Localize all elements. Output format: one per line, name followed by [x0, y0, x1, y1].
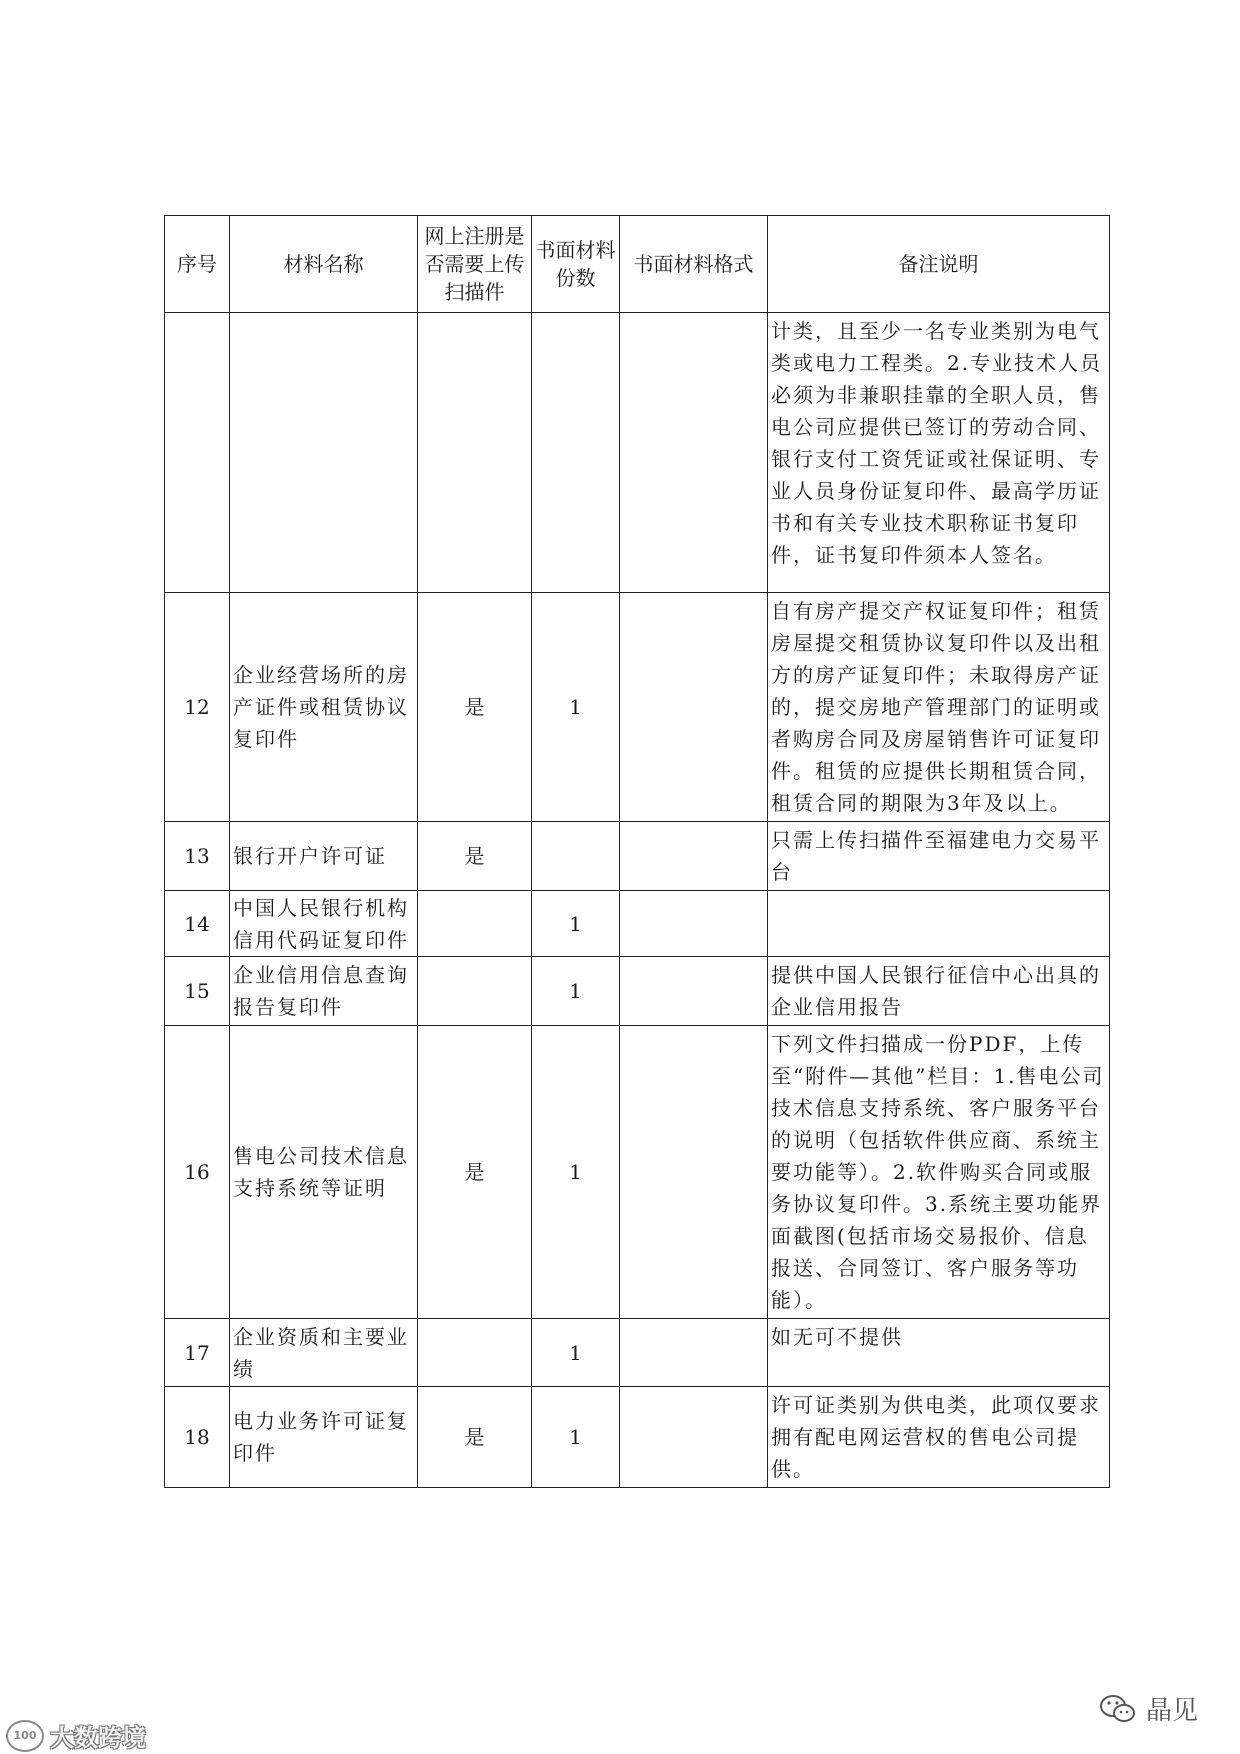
row-index: 15 [165, 957, 230, 1026]
row-index: 13 [165, 822, 230, 891]
row-copies [532, 313, 620, 593]
row-note: 只需上传扫描件至福建电力交易平台 [768, 822, 1110, 891]
row-copies: 1 [532, 1319, 620, 1387]
row-copies: 1 [532, 891, 620, 957]
row-note: 许可证类别为供电类，此项仅要求拥有配电网运营权的售电公司提供。 [768, 1387, 1110, 1488]
watermark-left-text: 大数跨境 [50, 1724, 146, 1752]
logo-100-icon: 100 [6, 1720, 44, 1752]
row-upload: 是 [418, 1387, 532, 1488]
row-format [620, 1387, 768, 1488]
header-index: 序号 [165, 216, 230, 313]
row-note: 如无可不提供 [768, 1319, 1110, 1387]
row-format [620, 822, 768, 891]
row-note: 提供中国人民银行征信中心出具的企业信用报告 [768, 957, 1110, 1026]
table-row [165, 957, 1110, 1026]
wechat-icon [1098, 1693, 1138, 1725]
row-material-name: 企业资质和主要业绩 [230, 1319, 418, 1387]
row-material-name: 中国人民银行机构信用代码证复印件 [230, 891, 418, 957]
table-row [165, 822, 1110, 891]
row-index: 16 [165, 1026, 230, 1319]
row-copies: 1 [532, 593, 620, 822]
row-index: 12 [165, 593, 230, 822]
row-format [620, 313, 768, 593]
row-copies [532, 822, 620, 891]
row-index: 17 [165, 1319, 230, 1387]
row-copies: 1 [532, 1387, 620, 1488]
table-row [165, 1387, 1110, 1488]
table-row [165, 891, 1110, 957]
row-note: 自有房产提交产权证复印件；租赁房屋提交租赁协议复印件以及出租方的房产证复印件；未取得房产证的，提交房地产管理部门的证明或者购房合同及房屋销售许可证复印件。租赁的应提供长期租赁合同，租赁合同的期限为3年及以上。 [768, 593, 1110, 822]
header-notes: 备注说明 [768, 216, 1110, 313]
row-format [620, 593, 768, 822]
row-upload [418, 891, 532, 957]
row-upload [418, 313, 532, 593]
row-material-name: 电力业务许可证复印件 [230, 1387, 418, 1488]
row-copies: 1 [532, 957, 620, 1026]
row-note: 下列文件扫描成一份PDF，上传至“附件—其他”栏目：1.售电公司技术信息支持系统、客户服务平台的说明（包括软件供应商、系统主要功能等）。2.软件购买合同或服务协议复印件。3.系统主要功能界面截图(包括市场交易报价、信息报送、合同签订、客户服务等功能）。 [768, 1026, 1110, 1319]
row-note [768, 891, 1110, 957]
row-format [620, 1319, 768, 1387]
table-row [165, 1026, 1110, 1319]
row-index: 14 [165, 891, 230, 957]
row-upload: 是 [418, 1026, 532, 1319]
row-material-name: 售电公司技术信息支持系统等证明 [230, 1026, 418, 1319]
watermark-right [1098, 1690, 1198, 1727]
table-header-row [165, 216, 1110, 313]
row-copies: 1 [532, 1026, 620, 1319]
row-index [165, 313, 230, 593]
row-note: 计类，且至少一名专业类别为电气类或电力工程类。2.专业技术人员必须为非兼职挂靠的全职人员，售电公司应提供已签订的劳动合同、银行支付工资凭证或社保证明、专业人员身份证复印件、最高学历证书和有关专业技术职称证书复印件，证书复印件须本人签名。 [768, 313, 1110, 593]
row-format [620, 957, 768, 1026]
row-index: 18 [165, 1387, 230, 1488]
row-format [620, 1026, 768, 1319]
watermark-right-text: 晶见 [1146, 1696, 1199, 1726]
materials-table [164, 215, 1110, 1488]
row-upload: 是 [418, 593, 532, 822]
row-format [620, 891, 768, 957]
row-material-name: 企业信用信息查询报告复印件 [230, 957, 418, 1026]
row-material-name [230, 313, 418, 593]
header-copies: 书面材料份数 [532, 216, 620, 313]
header-upload-required: 网上注册是否需要上传扫描件 [418, 216, 532, 313]
watermark-left [6, 1718, 146, 1753]
table-row [165, 313, 1110, 593]
row-upload [418, 1319, 532, 1387]
row-upload [418, 957, 532, 1026]
table-row [165, 593, 1110, 822]
table-row [165, 1319, 1110, 1387]
row-material-name: 企业经营场所的房产证件或租赁协议复印件 [230, 593, 418, 822]
header-material-name: 材料名称 [230, 216, 418, 313]
row-upload: 是 [418, 822, 532, 891]
row-material-name: 银行开户许可证 [230, 822, 418, 891]
header-format: 书面材料格式 [620, 216, 768, 313]
